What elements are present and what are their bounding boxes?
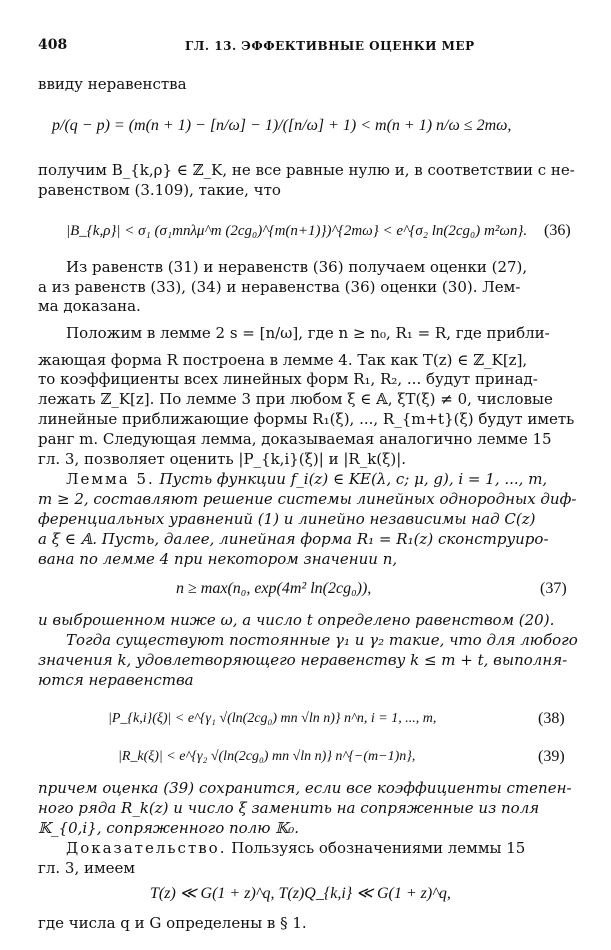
text-line: Тогда существуют постоянные γ₁ и γ₂ такие, что для любого [66,631,578,649]
text-line: и выброшенном ниже ω, а число t определено равенством (20). [38,611,555,629]
equation-number: (36) [544,222,571,239]
text-line: то коэффициенты всех линейных форм R₁, R₂, ... будут принад- [38,370,538,388]
lemma-heading: Лемма 5. [66,470,155,488]
equation: |P_{k,i}(ξ)| < e^{γ₁ √(ln(2cg₀) mn √ln n)} n^n, i = 1, ..., m, [108,711,437,726]
equation: |B_{k,ρ}| < σ₁ (σ₁mnλμ^m (2cg₀)^{m(n+1)})^{2mω} < e^{σ₂ ln(2cg₀) m²ωn}. [66,223,528,239]
text-line: причем оценка (39) сохранится, если все коэффициенты степен- [38,779,572,797]
text-line: равенством (3.109), такие, что [38,181,281,199]
page-number: 408 [38,37,68,53]
text-line: ввиду неравенства [38,75,187,93]
equation-number: (38) [538,710,565,727]
text-line: ются неравенства [38,671,194,689]
text-line: гл. 3, имеем [38,859,136,877]
text-line: Пусть функции f_i(z) ∈ KE(λ, c; μ, g), i = 1, ..., m, [159,470,548,488]
text-line: жающая форма R построена в лемме 4. Так как T(z) ∈ ℤ_K[z], [38,351,528,369]
text-line: Пользуясь обозначениями леммы 15 [231,839,526,857]
text-line: ференциальных уравнений (1) и линейно независимы над C(z) [38,510,536,528]
equation-number: (37) [540,580,567,597]
text-line: 𝕂_{0,i}, сопряженного полю 𝕂₀. [38,819,300,837]
text-line: где числа q и G определены в § 1. [38,914,307,932]
text-line: линейные приближающие формы R₁(ξ), ..., R_{m+t}(ξ) будут иметь [38,410,575,428]
text-line: значения k, удовлетворяющего неравенству k ≤ m + t, выполня- [38,651,568,669]
text-line: Положим в лемме 2 s = [n/ω], где n ≥ n₀, R₁ = R, где прибли- [66,324,550,342]
proof-heading: Доказательство. [66,839,227,857]
text-line: а из равенств (33), (34) и неравенства (36) оценки (30). Лем- [38,278,521,296]
text-line: ного ряда R_k(z) и число ξ заменить на сопряженные из поля [38,799,540,817]
text-line: ранг m. Следующая лемма, доказываемая аналогично лемме 15 [38,430,552,448]
text-line: m ≥ 2, составляют решение системы линейных однородных диф- [38,490,577,508]
text-line: ма доказана. [38,297,141,315]
text-line: получим B_{k,ρ} ∈ ℤ_K, не все равные нулю и, в соответствии с не- [38,161,575,179]
equation: p/(q − p) = (m(n + 1) − [n/ω] − 1)/([n/ω] + 1) < m(n + 1) n/ω ≤ 2mω, [52,117,512,134]
text-line: Из равенств (31) и неравенств (36) получаем оценки (27), [66,258,528,276]
equation-number: (39) [538,748,565,765]
equation: T(z) ≪ G(1 + z)^q, T(z)Q_{k,i} ≪ G(1 + z)^q, [150,885,451,902]
equation: n ≥ max(n₀, exp(4m² ln(2cg₀)), [176,580,372,597]
text-line: гл. 3, позволяет оценить |P_{k,i}(ξ)| и |R_k(ξ)|. [38,450,407,468]
text-line: лежать ℤ_K[z]. По лемме 3 при любом ξ ∈ 𝔸, ξT(ξ) ≠ 0, числовые [38,390,553,408]
chapter-title: ГЛ. 13. ЭФФЕКТИВНЫЕ ОЦЕНКИ МЕР [185,39,475,53]
equation: |R_k(ξ)| < e^{γ₂ √(ln(2cg₀) mn √ln n)} n^{−(m−1)n}, [118,749,416,764]
text-line: а ξ ∈ 𝔸. Пусть, далее, линейная форма R₁ = R₁(z) сконструиро- [38,530,549,548]
text-line: вана по лемме 4 при некотором значении n, [38,550,398,568]
